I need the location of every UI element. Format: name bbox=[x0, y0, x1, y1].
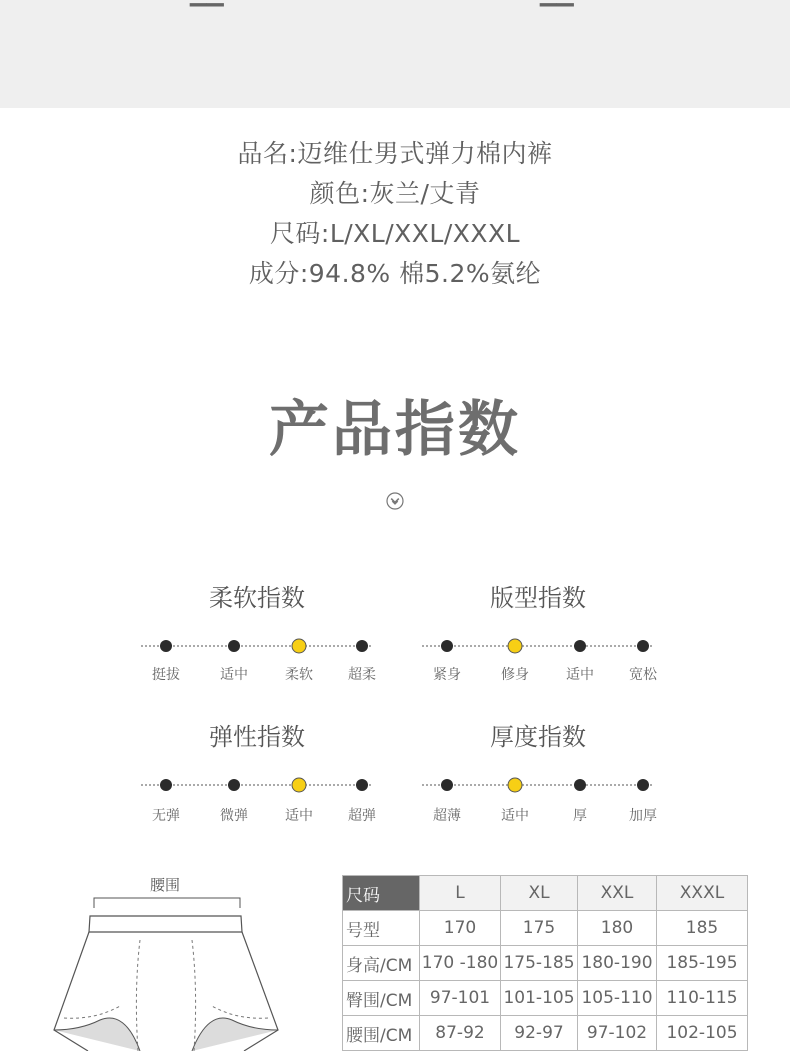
cropped-text-right bbox=[540, 0, 574, 7]
scale-dot bbox=[356, 779, 368, 791]
table-header-cell: XXXL bbox=[657, 876, 748, 911]
table-cell: 180 bbox=[578, 911, 657, 946]
table-header-row bbox=[343, 876, 748, 911]
product-composition: 成分:94.8% 棉5.2%氨纶 bbox=[248, 259, 542, 288]
table-cell: 110-115 bbox=[657, 981, 748, 1016]
index-labels bbox=[137, 664, 377, 682]
index-title: 柔软指数 bbox=[209, 584, 305, 612]
section-title: 产品指数 bbox=[269, 395, 521, 465]
scale-dot bbox=[228, 779, 240, 791]
scale-label: 宽松 bbox=[629, 667, 657, 683]
table-row bbox=[343, 981, 748, 1016]
scale-dot bbox=[441, 640, 453, 652]
underwear-drawing bbox=[40, 870, 300, 1051]
size-table bbox=[342, 875, 748, 1051]
scale-dot bbox=[356, 640, 368, 652]
scale-label: 超柔 bbox=[348, 667, 376, 683]
scale-dot bbox=[441, 779, 453, 791]
top-banner bbox=[0, 0, 790, 108]
table-cell: 170 -180 bbox=[420, 946, 501, 981]
table-row bbox=[343, 911, 748, 946]
product-info bbox=[0, 134, 790, 294]
table-cell: 92-97 bbox=[501, 1016, 578, 1051]
scale-label: 柔软 bbox=[285, 667, 313, 683]
index-scale bbox=[137, 777, 377, 793]
index-labels bbox=[418, 805, 658, 823]
table-cell: 175 bbox=[501, 911, 578, 946]
index-scale bbox=[418, 638, 658, 654]
table-cell: 102-105 bbox=[657, 1016, 748, 1051]
scale-label: 紧身 bbox=[433, 667, 461, 683]
table-cell: 185-195 bbox=[657, 946, 748, 981]
scale-label: 无弹 bbox=[152, 808, 180, 824]
table-row bbox=[343, 1016, 748, 1051]
product-sizes: 尺码:L/XL/XXL/XXXL bbox=[269, 219, 521, 248]
scale-dot bbox=[160, 640, 172, 652]
scale-label: 挺拔 bbox=[152, 667, 180, 683]
table-corner-cell: 尺码 bbox=[343, 876, 420, 911]
index-fit bbox=[418, 578, 658, 688]
scale-label: 厚 bbox=[573, 808, 587, 824]
table-header-cell: XXL bbox=[578, 876, 657, 911]
table-cell: 105-110 bbox=[578, 981, 657, 1016]
table-row bbox=[343, 946, 748, 981]
table-row-label: 号型 bbox=[343, 911, 420, 946]
index-elasticity bbox=[137, 717, 377, 827]
index-labels bbox=[137, 805, 377, 823]
product-color: 颜色:灰兰/丈青 bbox=[309, 179, 481, 208]
scale-dot bbox=[574, 640, 586, 652]
table-header-cell: XL bbox=[501, 876, 578, 911]
index-title: 弹性指数 bbox=[209, 723, 305, 751]
scale-dot bbox=[228, 640, 240, 652]
scale-dot-selected bbox=[292, 639, 306, 653]
scale-label: 加厚 bbox=[629, 808, 657, 824]
scale-label: 超薄 bbox=[433, 808, 461, 824]
chevron-down-circle-icon bbox=[386, 492, 404, 510]
scale-dot bbox=[160, 779, 172, 791]
table-row-label: 臀围/CM bbox=[343, 981, 420, 1016]
cropped-text-left bbox=[190, 0, 224, 7]
scale-dot bbox=[637, 640, 649, 652]
scale-dot-selected bbox=[508, 778, 522, 792]
table-cell: 170 bbox=[420, 911, 501, 946]
table-cell: 97-101 bbox=[420, 981, 501, 1016]
table-cell: 101-105 bbox=[501, 981, 578, 1016]
scale-label: 超弹 bbox=[348, 808, 376, 824]
scale-label: 适中 bbox=[285, 808, 313, 824]
table-cell: 185 bbox=[657, 911, 748, 946]
scale-dot-selected bbox=[508, 639, 522, 653]
scale-label: 适中 bbox=[220, 667, 248, 683]
index-thickness bbox=[418, 717, 658, 827]
table-cell: 97-102 bbox=[578, 1016, 657, 1051]
table-cell: 180-190 bbox=[578, 946, 657, 981]
scale-label: 修身 bbox=[501, 667, 529, 683]
product-name: 品名:迈维仕男式弹力棉内裤 bbox=[237, 139, 553, 168]
scale-dot bbox=[637, 779, 649, 791]
scale-dot-selected bbox=[292, 778, 306, 792]
scale-label: 适中 bbox=[566, 667, 594, 683]
scale-dot bbox=[574, 779, 586, 791]
table-row-label: 身高/CM bbox=[343, 946, 420, 981]
index-title: 版型指数 bbox=[490, 584, 586, 612]
waist-label: 腰围 bbox=[150, 876, 181, 894]
index-scale bbox=[137, 638, 377, 654]
underwear-diagram bbox=[40, 870, 300, 1051]
table-cell: 87-92 bbox=[420, 1016, 501, 1051]
table-cell: 175-185 bbox=[501, 946, 578, 981]
scale-label: 微弹 bbox=[220, 808, 248, 824]
index-labels bbox=[418, 664, 658, 682]
table-header-cell: L bbox=[420, 876, 501, 911]
index-scale bbox=[418, 777, 658, 793]
index-softness bbox=[137, 578, 377, 688]
index-title: 厚度指数 bbox=[490, 723, 586, 751]
scale-label: 适中 bbox=[501, 808, 529, 824]
table-row-label: 腰围/CM bbox=[343, 1016, 420, 1051]
